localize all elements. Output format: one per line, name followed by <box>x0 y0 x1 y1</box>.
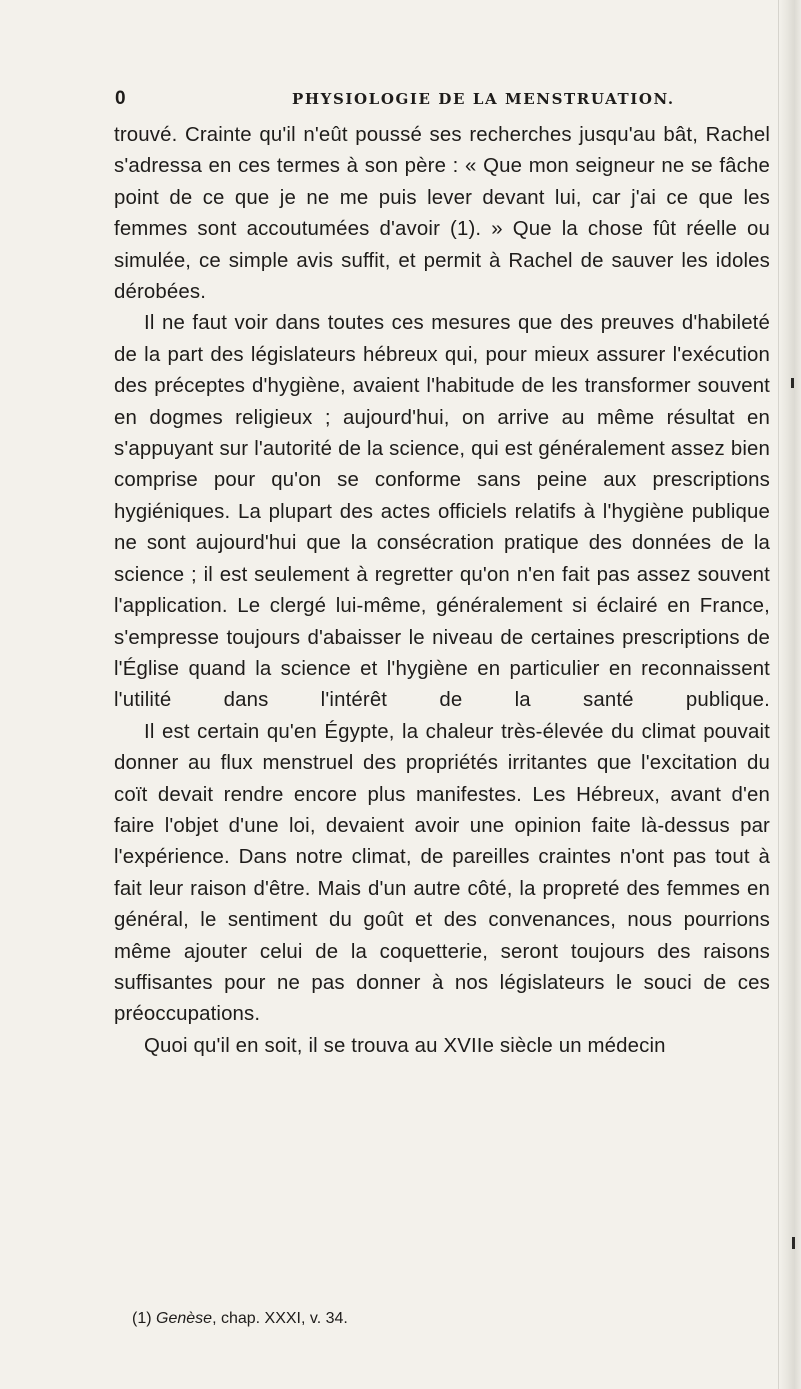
page-edge <box>778 0 801 1389</box>
paragraph-legislators: Il ne faut voir dans toutes ces mesures que des preuves d'habileté de la part des législateurs hébreux qui, pour mieux assurer l'exécution des préceptes d'hygiène, avaient l'habitude de les transformer souvent en dogmes religieux ; aujourd'hui, on arrive au même résultat en s'appuyant sur l'autorité de la science, qui est généralement assez bien comprise pour qu'on se conforme sans peine aux prescriptions hygiéniques. La plupart des actes officiels relatifs à l'hygiène publique ne sont aujourd'hui que la consécration pratique des données de la science ; il est seulement à regretter qu'on n'en fait pas assez souvent l'application. Le clergé lui-même, généralement si éclairé en France, s'empresse toujours d'abaisser le niveau de certaines prescriptions de l'Église quand la science et l'hygiène en particulier en reconnaissent l'utilité dans l'intérêt de la santé publique. <box>114 312 770 712</box>
paragraph-egypt: Il est certain qu'en Égypte, la chaleur très-élevée du climat pouvait donner au flux menstruel des propriétés irritantes que l'excitation du coït devait rendre encore plus manifestes. Les Hébreux, avant d'en faire l'objet d'une loi, devaient avoir une opinion faite là-dessus par l'expérience. Dans notre climat, de pareilles craintes n'ont pas tout à fait leur raison d'être. Mais d'un autre côté, la propreté des femmes en général, le sentiment du goût et des convenances, nous pourrions même ajouter celui de la coquetterie, seront toujours des raisons suffisantes pour ne pas donner à nos législateurs le souci de ces préoccupations. <box>114 720 770 1026</box>
body-text <box>114 120 770 1062</box>
margin-speck <box>792 1237 795 1249</box>
page-number: 0 <box>115 88 127 109</box>
paragraph-continuation: trouvé. Crainte qu'il n'eût poussé ses recherches jusqu'au bât, Rachel s'adressa en ces termes à son père : « Que mon seigneur ne se fâche point de ce que je ne me puis lever devant lui, car j'ai ce que les femmes sont accoutumées d'avoir (1). » Que la chose fût réelle ou simulée, ce simple avis suffit, et permit à Rachel de sauver les idoles dérobées. <box>114 124 770 304</box>
footnote-marker: (1) <box>132 1310 152 1327</box>
footnote <box>132 1310 348 1328</box>
footnote-source-title: Genèse <box>156 1310 213 1327</box>
running-head <box>0 88 801 114</box>
paragraph-final: Quoi qu'il en soit, il se trouva au XVIIe siècle un médecin <box>144 1034 666 1057</box>
margin-speck <box>791 378 794 388</box>
footnote-reference: , chap. XXXI, v. 34. <box>212 1310 348 1327</box>
running-title: PHYSIOLOGIE DE LA MENSTRUATION. <box>292 90 675 108</box>
